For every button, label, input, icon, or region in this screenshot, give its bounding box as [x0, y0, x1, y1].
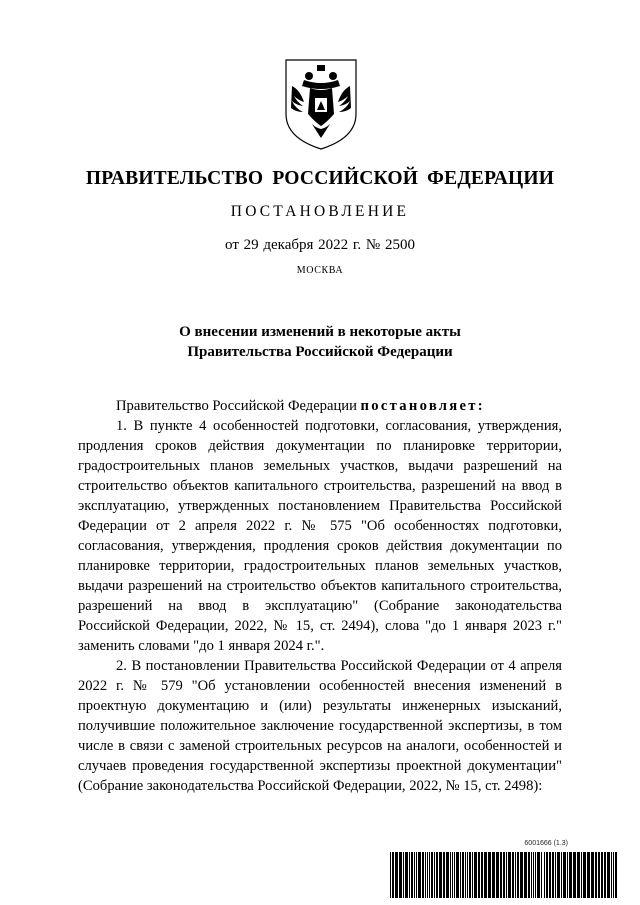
date-and-number: от 29 декабря 2022 г. № 2500 [225, 237, 415, 253]
subject-line-2: Правительства Российской Федерации [187, 344, 453, 360]
intro-text: Правительство Российской Федерации [116, 398, 361, 414]
document-body [78, 396, 562, 796]
paragraph-2: 2. В постановлении Правительства Российской Федерации от 4 апреля 2022 г. № 579 "Об установлении особенностей внесения изменений в проектную документацию и (или) результаты инженерных изысканий, получившие положительное заключение государственной экспертизы, в том числе в связи с заменой строительных ресурсов на аналоги, особенностей и случаев проведения государственной экспертизы проектной документации" (Собрание законодательства Российской Федерации, 2022, № 15, ст. 2498): [78, 658, 562, 794]
government-title: ПРАВИТЕЛЬСТВО РОССИЙСКОЙ ФЕДЕРАЦИИ [85, 168, 555, 189]
city: МОСКВА [296, 265, 344, 276]
coat-of-arms-emblem [282, 56, 360, 152]
document-subject [0, 322, 640, 362]
barcode-icon [390, 852, 620, 898]
barcode-number: 6001666 (1.3) [524, 840, 568, 847]
paragraph-1: 1. В пункте 4 особенностей подготовки, согласования, утверждения, продления сроков действия документации по планировке территории, градостроительных планов земельных участков, выдачи разрешений на строительство объектов капитального строительства, разрешений на ввод в эксплуатацию, утвержденных постановлением Правительства Российской Федерации от 2 апреля 2022 г. № 575 "Об особенностях подготовки, согласования, утверждения, продления сроков действия документации по планировке территории, градостроительных планов земельных участков, выдачи разрешений на строительство объектов капитального строительства, разрешений на ввод в эксплуатацию" (Собрание законодательства Российской Федерации, 2022, № 15, ст. 2494), слова "до 1 января 2023 г." заменить словами "до 1 января 2024 г.". [78, 418, 562, 654]
subject-line-1: О внесении изменений в некоторые акты [179, 324, 461, 340]
intro-keyword: постановляет: [360, 398, 485, 414]
intro-paragraph [78, 396, 562, 416]
barcode-block [390, 840, 620, 900]
document-kind: ПОСТАНОВЛЕНИЕ [230, 203, 410, 220]
